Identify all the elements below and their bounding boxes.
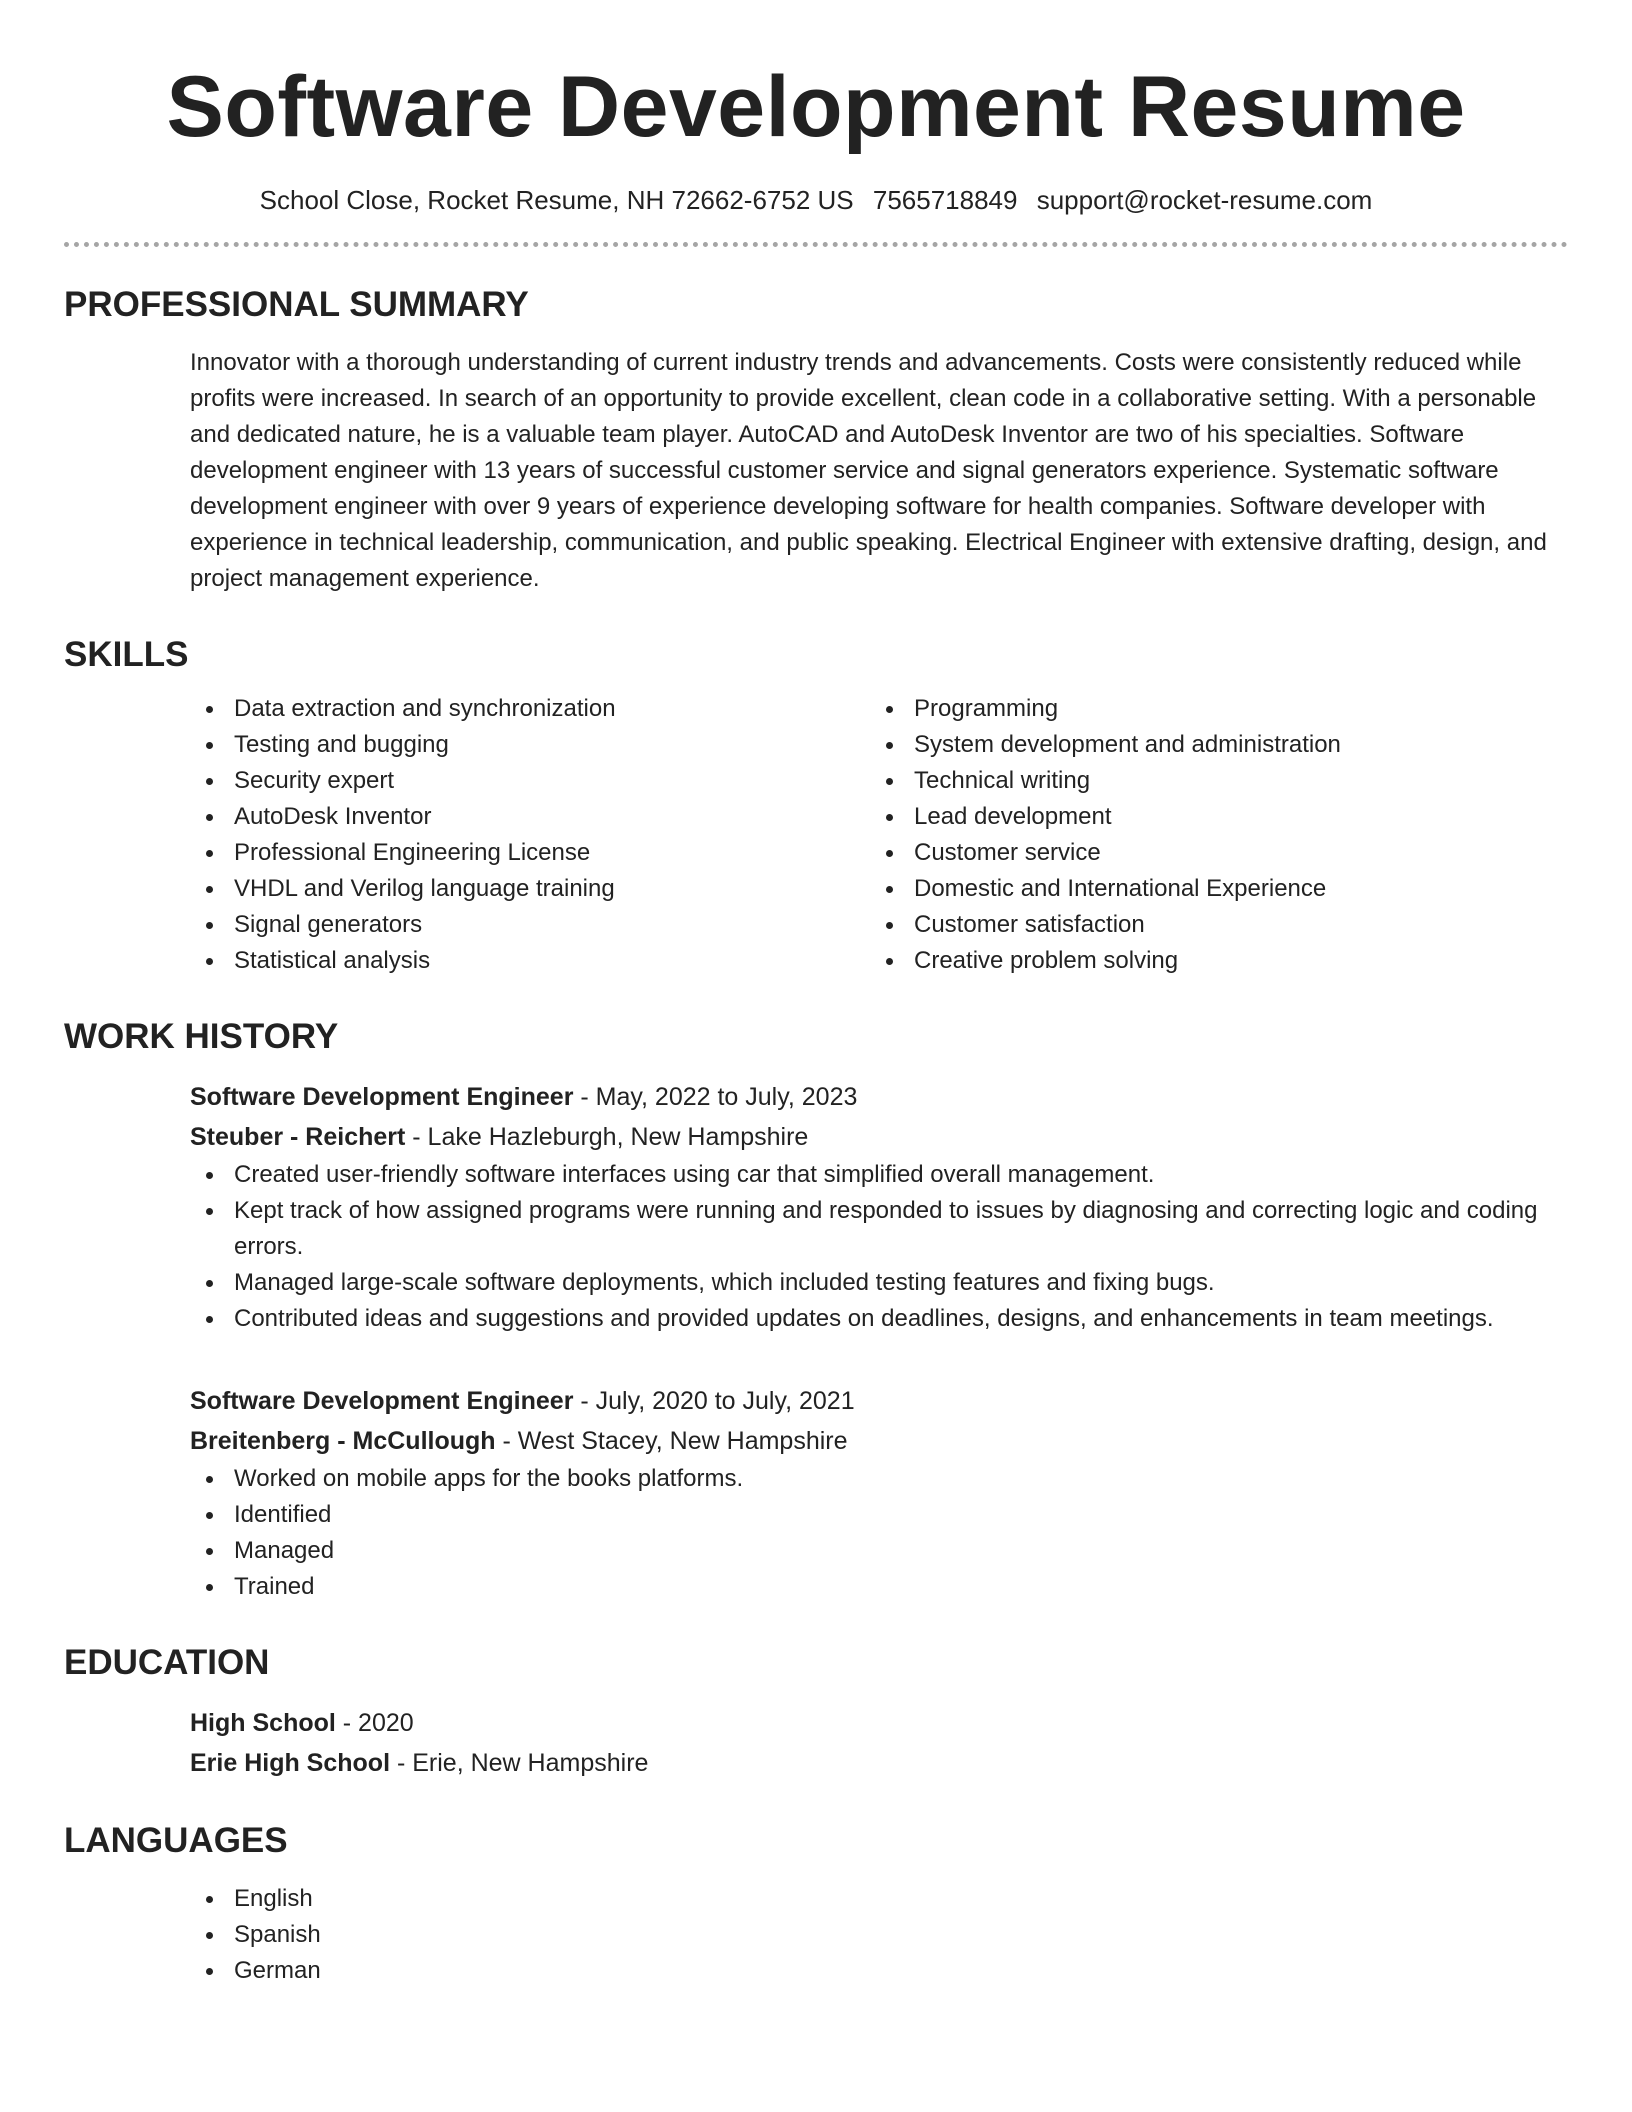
resume-title: Software Development Resume <box>166 59 1466 155</box>
skills-list-right <box>870 691 1550 979</box>
job-entry <box>190 1077 1568 1337</box>
skill-item: Signal generators <box>190 907 870 943</box>
job-bullet: Managed large-scale software deployments, which included testing features and fixing bugs. <box>190 1265 1568 1301</box>
skills-column-left <box>190 691 870 979</box>
job-dates: - May, 2022 to July, 2023 <box>573 1083 858 1111</box>
job-dates: - July, 2020 to July, 2021 <box>573 1387 855 1415</box>
education-school: Erie High School <box>190 1749 391 1777</box>
summary-section <box>64 283 1568 597</box>
job-company: Steuber - Reichert <box>190 1123 406 1151</box>
skill-item: Creative problem solving <box>870 943 1550 979</box>
skill-item: Statistical analysis <box>190 943 870 979</box>
header-divider <box>64 242 1568 247</box>
summary-body <box>190 345 1568 597</box>
education-degree: High School <box>190 1709 336 1737</box>
email-address: support@rocket-resume.com <box>1036 185 1373 215</box>
work-history-body <box>190 1077 1568 1605</box>
section-heading-work-history: WORK HISTORY <box>64 1017 339 1056</box>
languages-body <box>190 1881 1568 1989</box>
job-company-line <box>190 1117 1568 1157</box>
education-section <box>64 1641 1568 1783</box>
education-body <box>190 1703 1568 1783</box>
job-company: Breitenberg - McCullough <box>190 1427 496 1455</box>
job-title: Software Development Engineer <box>190 1387 574 1415</box>
skill-item: Customer service <box>870 835 1550 871</box>
job-entry <box>190 1381 1568 1605</box>
skills-list-left <box>190 691 870 979</box>
languages-list <box>190 1881 1568 1989</box>
skill-item: Domestic and International Experience <box>870 871 1550 907</box>
skill-item: Testing and bugging <box>190 727 870 763</box>
job-bullet: Managed <box>190 1533 1568 1569</box>
job-bullets <box>190 1157 1568 1337</box>
section-heading-education: EDUCATION <box>64 1643 270 1682</box>
phone-number: 7565718849 <box>872 185 1018 215</box>
skill-item: Data extraction and synchronization <box>190 691 870 727</box>
skill-item: AutoDesk Inventor <box>190 799 870 835</box>
section-heading-skills: SKILLS <box>64 635 189 674</box>
education-year: - 2020 <box>335 1709 414 1737</box>
skills-column-right <box>870 691 1550 979</box>
skill-item: Technical writing <box>870 763 1550 799</box>
job-location: - West Stacey, New Hampshire <box>495 1427 848 1455</box>
job-bullet: Trained <box>190 1569 1568 1605</box>
skills-grid <box>190 691 1568 979</box>
language-item: German <box>190 1953 1568 1989</box>
section-heading-languages: LANGUAGES <box>64 1821 288 1860</box>
job-title-line <box>190 1381 1568 1421</box>
skill-item: Professional Engineering License <box>190 835 870 871</box>
section-heading-summary: PROFESSIONAL SUMMARY <box>64 285 529 324</box>
job-bullet: Identified <box>190 1497 1568 1533</box>
languages-section <box>64 1819 1568 1989</box>
education-degree-line <box>190 1703 1568 1743</box>
job-company-line <box>190 1421 1568 1461</box>
education-school-line <box>190 1743 1568 1783</box>
language-item: English <box>190 1881 1568 1917</box>
skill-item: System development and administration <box>870 727 1550 763</box>
job-bullet: Kept track of how assigned programs were running and responded to issues by diagnosing and correcting logic and coding errors. <box>190 1193 1568 1265</box>
address: School Close, Rocket Resume, NH 72662-6752 US <box>259 185 854 215</box>
skill-item: Programming <box>870 691 1550 727</box>
skill-item: VHDL and Verilog language training <box>190 871 870 907</box>
job-location: - Lake Hazleburgh, New Hampshire <box>405 1123 809 1151</box>
job-bullets <box>190 1461 1568 1605</box>
skill-item: Lead development <box>870 799 1550 835</box>
skill-item: Customer satisfaction <box>870 907 1550 943</box>
job-bullet: Contributed ideas and suggestions and provided updates on deadlines, designs, and enhancements in team meetings. <box>190 1301 1568 1337</box>
job-bullet: Worked on mobile apps for the books platforms. <box>190 1461 1568 1497</box>
contact-info <box>64 182 1568 218</box>
skills-section <box>64 633 1568 979</box>
summary-text: Innovator with a thorough understanding of current industry trends and advancements. Costs were consistently reduced while profits were increased. In search of an opportunity to provide excellent, clean code in a collaborative setting. With a personable and dedicated nature, he is a valuable team player. AutoCAD and AutoDesk Inventor are two of his specialties. Software development engineer with 13 years of successful customer service and signal generators experience. Systematic software development engineer with over 9 years of experience developing software for health companies. Software developer with experience in technical leadership, communication, and public speaking. Electrical Engineer with extensive drafting, design, and project management experience. <box>190 349 1547 592</box>
skill-item: Security expert <box>190 763 870 799</box>
education-location: - Erie, New Hampshire <box>390 1749 649 1777</box>
job-title-line <box>190 1077 1568 1117</box>
job-title: Software Development Engineer <box>190 1083 574 1111</box>
work-history-section <box>64 1015 1568 1605</box>
job-bullet: Created user-friendly software interfaces using car that simplified overall management. <box>190 1157 1568 1193</box>
language-item: Spanish <box>190 1917 1568 1953</box>
